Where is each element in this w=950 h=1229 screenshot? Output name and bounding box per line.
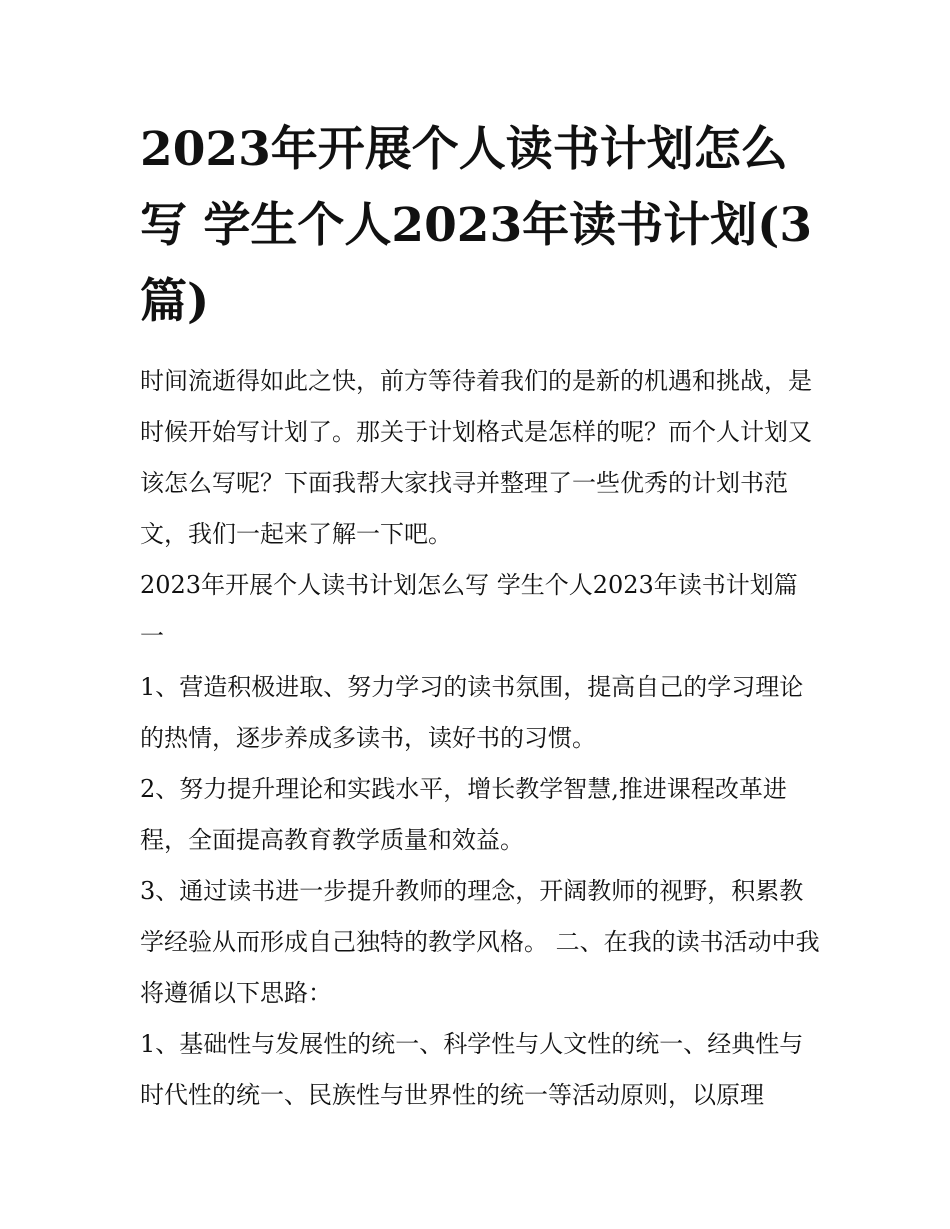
document-content <box>140 112 820 1121</box>
intro-paragraph: 时间流逝得如此之快，前方等待着我们的是新的机遇和挑战，是时候开始写计划了。那关于计划格式是怎样的呢？而个人计划又该怎么写呢？下面我帮大家找寻并整理了一些优秀的计划书范文，我们一起来了解一下吧。 <box>140 367 812 548</box>
goal-paragraph-3: 3、通过读书进一步提升教师的理念，开阔教师的视野，积累教学经验从而形成自己独特的教学风格。 二、在我的读书活动中我将遵循以下思路： <box>140 877 820 1007</box>
document-title: 2023年开展个人读书计划怎么写 学生个人2023年读书计划(3篇) <box>140 122 813 329</box>
principle-paragraph-1: 1、基础性与发展性的统一、科学性与人文性的统一、经典性与时代性的统一、民族性与世界性的统一等活动原则，以原理 <box>140 1030 804 1109</box>
section-heading-paragraph: 2023年开展个人读书计划怎么写 学生个人2023年读书计划篇一 <box>140 571 798 650</box>
goal-paragraph-2: 2、努力提升理论和实践水平，增长教学智慧,推进课程改革进程，全面提高教育教学质量和效益。 <box>140 775 787 854</box>
goal-paragraph-1: 1、营造积极进取、努力学习的读书氛围，提高自己的学习理论的热情，逐步养成多读书，读好书的习惯。 <box>140 673 804 752</box>
